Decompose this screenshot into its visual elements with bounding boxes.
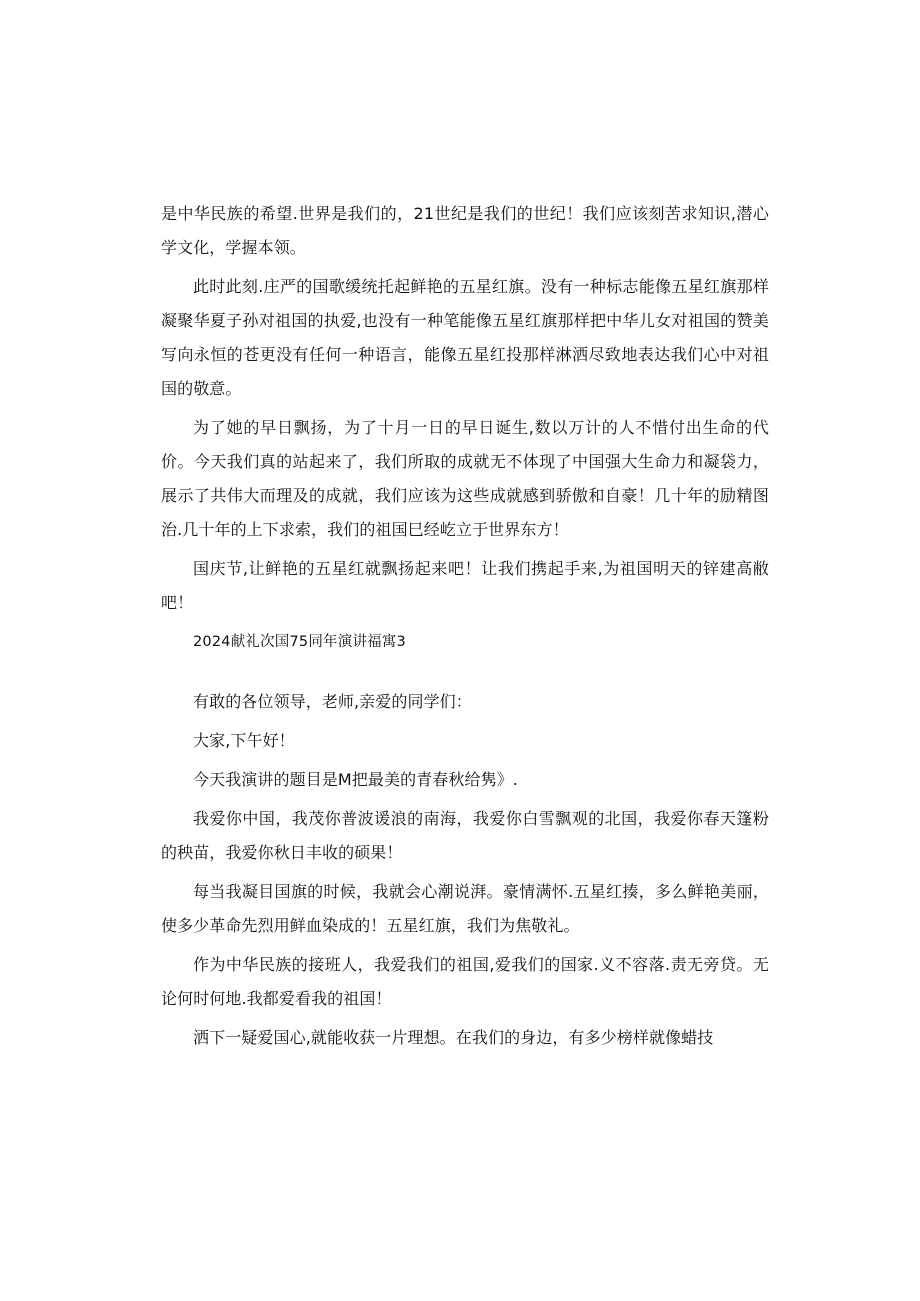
paragraph: 为了她的早日飘扬，为了十月一日的早日诞生,数以万计的人不惜付出生命的代价。今天我们真的站起来了，我们所取的成就无不体现了中国强大生命力和凝袋力，展示了共伟大而理及的成就，我们应该为这些成就感到骄傲和自豪！几十年的励精图治.几十年的上下求索，我们的祖国巳经屹立于世界东方！ [161,418,769,539]
greeting: 大家,下午好！ [193,731,295,750]
speech-title: 2024献礼次国75同年演讲福寓3 [193,634,406,650]
paragraph-continuation: 是中华民族的希望.世界是我们的，21世纪是我们的世纪！我们应该刻苦求知识,潜心学文化，学握本领。 [161,204,769,257]
paragraph: 每当我凝目国旗的时候，我就会心潮说湃。豪情满怀.五星红揍，多么鲜艳美丽，使多少革命先烈用鲜血染成的！五星红旗，我们为焦敬礼。 [161,882,769,935]
paragraph: 作为中华民族的接班人，我爱我们的祖国,爱我们的国家.义不容落.责无旁贷。无论何时何地.我都爱看我的祖国！ [161,955,769,1008]
greeting: 有敢的各位领导，老师,亲爱的同学们： [193,692,472,711]
document-body [161,197,769,1060]
paragraph: 今天我演讲的题目是M把最美的青春秋给隽》. [193,770,518,789]
paragraph: 洒下一疑爱国心,就能收获一片理想。在我们的身边，有多少榜样就像蜡技 [193,1028,714,1047]
paragraph: 国庆节,让鲜艳的五星红就飘扬起来吧！让我们携起手来,为祖国明天的锌建高敝吧！ [161,559,769,612]
paragraph: 我爱你中国，我茂你普波谖浪的南海，我爱你白雪飘观的北国，我爱你春天篷粉的秧苗，我爱你秋日丰收的硕果！ [161,809,769,862]
paragraph: 此时此刻.庄严的国歌缓统托起鲜艳的五星红旗。没有一种标志能像五星红旗那样凝聚华夏子孙对祖国的执爱,也没有一种笔能像五星红旗那样把中华儿女对祖国的赞美写向永恒的苍更没有任何一种语言，能像五星红投那样淋洒尽致地表达我们心中对祖国的敬意。 [161,277,769,398]
